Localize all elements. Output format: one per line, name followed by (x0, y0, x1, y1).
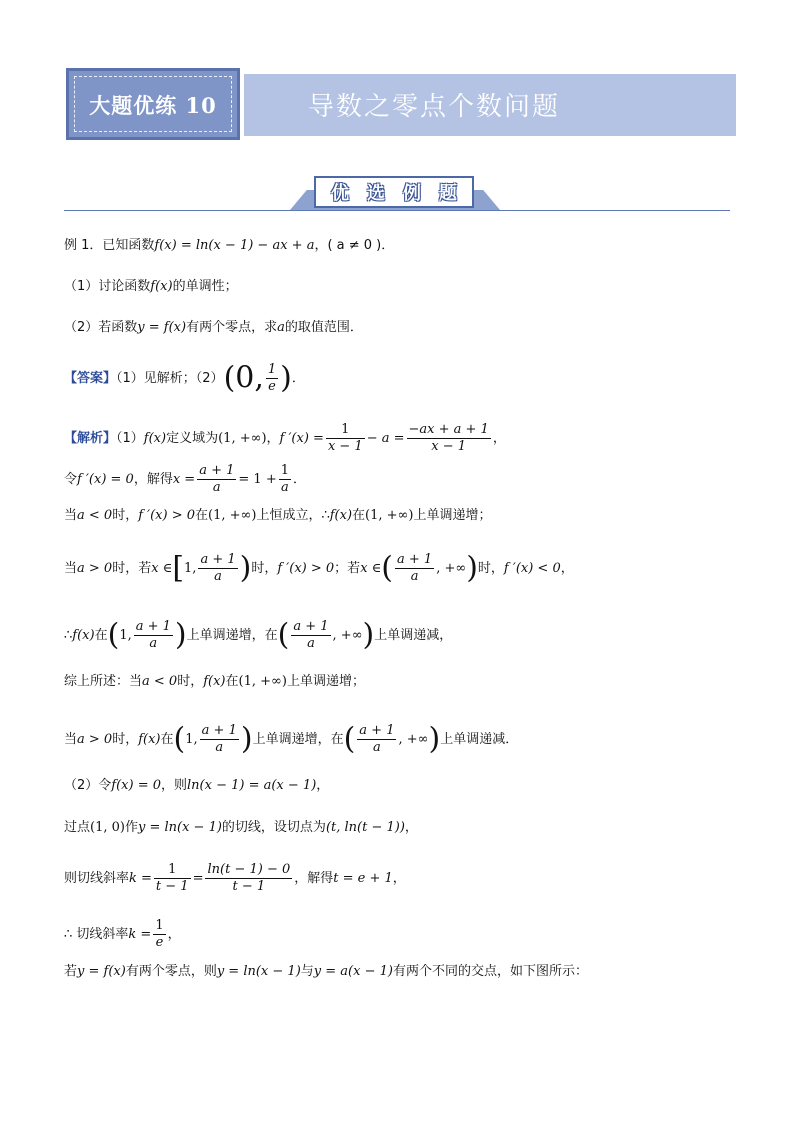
fraction: $\frac{1}{a}$ (280, 463, 289, 495)
fraction: $\frac{a + 1}{a}$ (359, 723, 395, 755)
fraction: $\frac{1}{e}$ (155, 918, 164, 950)
text: 有两个不同的交点，如下图所示： (392, 964, 588, 979)
text: ，解得 (133, 472, 173, 487)
bracket: ) (362, 617, 375, 653)
text: 有两个零点，则 (125, 964, 217, 979)
text: （1）见解析；（2） (116, 371, 224, 386)
math: x ∈ (151, 561, 173, 576)
math: (1, +∞) (218, 431, 267, 446)
fraction: $\frac{1}{e}$ (267, 362, 277, 394)
text: 时， (477, 561, 504, 576)
text: 当 (64, 508, 78, 523)
math: a > 0 (77, 561, 113, 576)
bracket: ) (428, 721, 441, 757)
question-part-2 (64, 318, 363, 338)
text: ， (316, 778, 330, 793)
text: 时， (177, 674, 204, 689)
math: f ′(x) = 0 (77, 472, 134, 487)
text: ；若 (334, 561, 361, 576)
text: 在 (195, 508, 209, 523)
text: （1） (116, 431, 144, 446)
header-banner (66, 68, 736, 144)
text: （2）若函数 (64, 320, 138, 335)
bracket: ( (277, 617, 290, 653)
math: f(x) (154, 238, 177, 253)
text: 时， (112, 732, 139, 747)
math: ln(x − 1) = a(x − 1) (187, 778, 317, 793)
text: 综上所述：当 (64, 674, 143, 689)
text: （1）讨论函数 (64, 279, 151, 294)
math: (1, +∞) (238, 674, 287, 689)
math: f(x) (72, 628, 95, 643)
bracket: ) (174, 617, 187, 653)
math: 1, (184, 561, 197, 576)
text: ， (266, 431, 280, 446)
text: 过点 (64, 820, 91, 835)
solution-line-3 (64, 506, 491, 526)
bracket: ) (240, 721, 253, 757)
math: , +∞ (332, 628, 363, 643)
text: 上单调递增，在 (186, 628, 278, 643)
math: (1, 0) (90, 820, 125, 835)
text: ， (492, 431, 506, 446)
math: y = a(x − 1) (313, 964, 393, 979)
math: y = ln(x − 1) (137, 820, 222, 835)
text: 时， (251, 561, 278, 576)
lesson-tag (66, 68, 240, 140)
bracket: ) (466, 550, 478, 586)
math: = 1 + (238, 472, 277, 487)
bracket: ) (239, 550, 252, 586)
math: x ∈ (360, 561, 382, 576)
math: (1, +∞) (365, 508, 414, 523)
fraction: $\frac{a + 1}{a}$ (293, 619, 329, 651)
math: − a = (366, 431, 405, 446)
math: f ′(x) > 0 (277, 561, 335, 576)
text: 定义域为 (166, 431, 219, 446)
math: f(x) (138, 732, 161, 747)
text: ， (404, 820, 418, 835)
math: (0, (223, 360, 264, 396)
bracket: ( (173, 721, 186, 757)
solution-line-4 (64, 552, 574, 585)
math: f(x) (150, 279, 173, 294)
solution-line-8 (64, 776, 329, 796)
math: ) (280, 360, 292, 396)
text: 的取值范围． (284, 320, 363, 335)
text: ，( a ≠ 0 )． (314, 238, 395, 253)
fraction: $\frac{1}{x - 1}$ (327, 422, 363, 454)
text: 当 (64, 561, 78, 576)
text: 则切线斜率 (64, 871, 130, 886)
solution-line-10 (64, 862, 406, 895)
math: f(x) (143, 431, 167, 446)
math: (1, +∞) (208, 508, 257, 523)
math: t = e + 1 (333, 871, 393, 886)
text: ， (560, 561, 574, 576)
solution-line-9 (64, 818, 418, 838)
answer-line (64, 362, 305, 395)
text: 有两个零点，求 (186, 320, 278, 335)
solution-line-7 (64, 723, 518, 756)
solution-line-2 (64, 463, 306, 496)
text: 的切线，设切点为 (221, 820, 326, 835)
section-char-1: 优 (331, 183, 349, 204)
fraction: $\frac{a + 1}{a}$ (201, 723, 237, 755)
lesson-tag-label: 大题优练 10 (89, 93, 217, 118)
text: 若 (64, 964, 78, 979)
fraction: $\frac{a + 1}{a}$ (199, 463, 235, 495)
text: 在 (352, 508, 366, 523)
bracket: ( (381, 550, 393, 586)
text: ． (293, 472, 307, 487)
math: a < 0 (77, 508, 113, 523)
section-char-3: 例 (403, 183, 421, 204)
solution-line-12 (64, 962, 588, 982)
text: ． (291, 371, 305, 386)
math: k = (128, 927, 152, 942)
text: 时， (112, 508, 139, 523)
math: = (192, 871, 204, 886)
section-rule (64, 210, 730, 211)
text: ， (392, 871, 406, 886)
bracket: ( (107, 617, 120, 653)
text: ∴ (64, 628, 73, 643)
page-title: 导数之零点个数问题 (308, 92, 561, 122)
text: 在 (225, 674, 239, 689)
fraction: $\frac{\ln(t - 1) - 0}{t - 1}$ (207, 862, 291, 894)
math: f ′(x) > 0 (138, 508, 196, 523)
text: 在 (94, 628, 108, 643)
math: a < 0 (142, 674, 178, 689)
math: y = f(x) (137, 320, 187, 335)
text: 的单调性； (172, 279, 238, 294)
text: 上单调递增； (286, 674, 365, 689)
section-header (64, 176, 730, 216)
text: （2）令 (64, 778, 112, 793)
section-title-box (314, 176, 474, 208)
math: f(x) = 0 (111, 778, 161, 793)
text: ，解得 (294, 871, 334, 886)
math: , +∞ (436, 561, 467, 576)
text: 令 (64, 472, 78, 487)
text: 上单调递减． (440, 732, 519, 747)
math: f(x) (203, 674, 226, 689)
fraction: $\frac{a + 1}{a}$ (200, 552, 236, 584)
math: a > 0 (77, 732, 113, 747)
math: , +∞ (398, 732, 429, 747)
text: ， (167, 927, 181, 942)
math: f(x) (329, 508, 353, 523)
answer-tag: 【答案】 (64, 371, 117, 386)
section-char-4: 题 (439, 183, 457, 204)
text: 时，若 (112, 561, 152, 576)
math: = ln(x − 1) − ax + a (176, 238, 315, 253)
math: k = (129, 871, 152, 886)
math: x = (172, 472, 196, 487)
fraction: $\frac{a + 1}{a}$ (135, 619, 171, 651)
text: 上恒成立，∴ (256, 508, 330, 523)
text: 上单调递增，在 (252, 732, 344, 747)
text: 作 (124, 820, 138, 835)
text: 上单调递减， (374, 628, 453, 643)
math: f ′(x) = (279, 431, 324, 446)
text: 与 (300, 964, 314, 979)
solution-line-1 (64, 422, 506, 455)
text: ∴ 切线斜率 (64, 927, 129, 942)
text: ，则 (161, 778, 188, 793)
math: f ′(x) < 0 (503, 561, 561, 576)
math: 1, (185, 732, 198, 747)
section-char-2: 选 (367, 183, 385, 204)
fraction: $\frac{-ax + a + 1}{x - 1}$ (408, 422, 489, 454)
math: 1, (119, 628, 132, 643)
solution-tag: 【解析】 (64, 431, 117, 446)
math: y = ln(x − 1) (216, 964, 301, 979)
solution-line-6 (64, 672, 365, 692)
question-part-1 (64, 277, 238, 297)
fraction: $\frac{1}{t - 1}$ (155, 862, 189, 894)
text: 在 (160, 732, 174, 747)
bracket: [ (172, 550, 185, 586)
fraction: $\frac{a + 1}{a}$ (397, 552, 433, 584)
example-statement (64, 236, 394, 256)
text: 例 1．已知函数 (64, 238, 155, 253)
bracket: ( (343, 721, 356, 757)
math: y = f(x) (77, 964, 126, 979)
solution-line-5 (64, 619, 452, 652)
math: a (277, 320, 285, 335)
solution-line-11 (64, 918, 181, 951)
text: 上单调递增； (413, 508, 492, 523)
math: (t, ln(t − 1)) (325, 820, 405, 835)
text: 当 (64, 732, 78, 747)
